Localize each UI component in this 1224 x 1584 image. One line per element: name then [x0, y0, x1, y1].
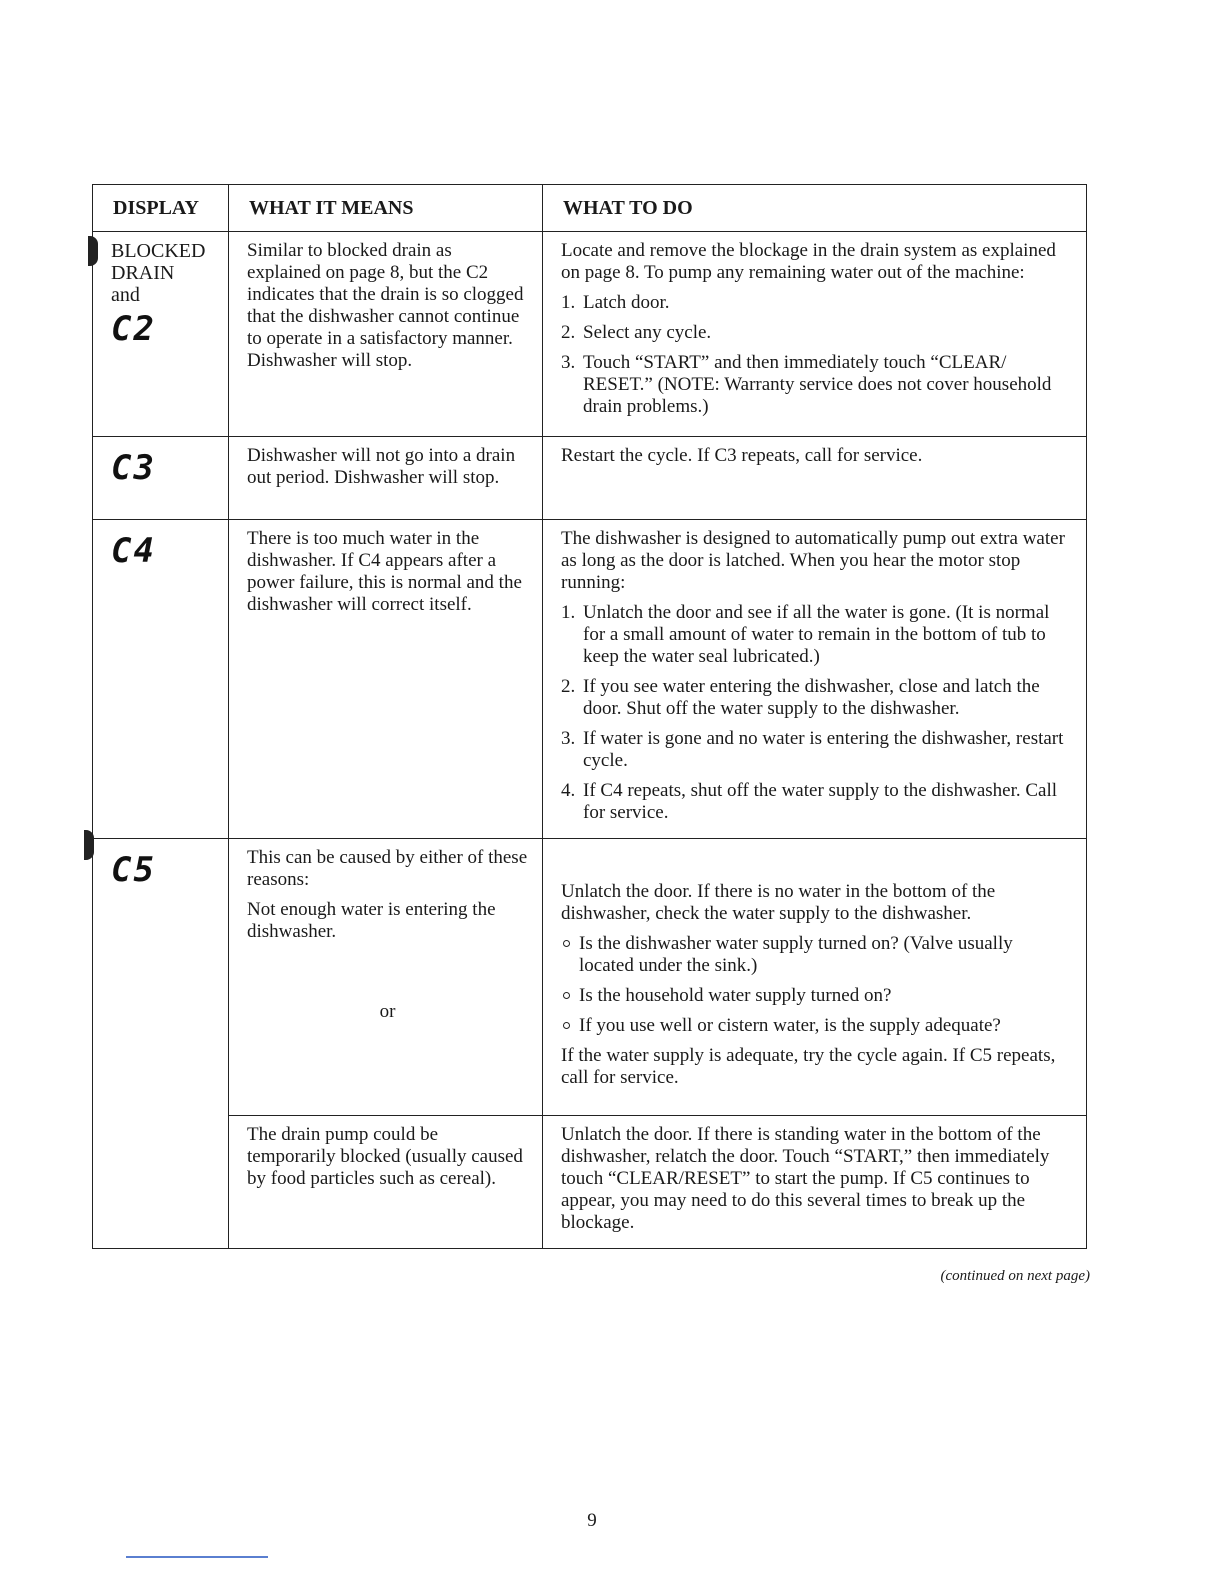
- todo-outro-c5: If the water supply is adequate, try the cycle again. If C5 repeats, call for service.: [561, 1045, 1056, 1088]
- display-cell-c2: [93, 232, 229, 437]
- troubleshooting-table: [92, 184, 1087, 1249]
- todo-intro-c4: The dishwasher is designed to automatically pump out extra water as long as the door is latched. When you hear the motor stop running:: [561, 528, 1065, 593]
- todo-intro-c2: Locate and remove the blockage in the drain system as explained on page 8. To pump any remaining water out of the machine:: [561, 240, 1056, 283]
- means-text-c5-pump: The drain pump could be temporarily blocked (usually caused by food particles such as cereal).: [247, 1124, 523, 1189]
- table-header-row: [93, 185, 1087, 232]
- means-text-c2: Similar to blocked drain as explained on page 8, but the C2 indicates that the drain is so clogged that the dishwasher cannot continue to operate in a satisfactory manner. Dishwasher will stop.: [247, 240, 524, 371]
- display-cell-c4: [93, 520, 229, 839]
- list-item: If you use well or cistern water, is the supply adequate?: [561, 1015, 1072, 1037]
- display-code-c2: C2: [111, 309, 156, 349]
- means-reason-1-c5: Not enough water is entering the dishwasher.: [247, 899, 496, 942]
- table-row-c5: [93, 839, 1087, 1116]
- steps-list-c4: [561, 602, 1072, 824]
- means-cell-c5-pump: [229, 1116, 543, 1249]
- list-item: 2. If you see water entering the dishwasher, close and latch the door. Shut off the water supply to the dishwasher.: [561, 676, 1040, 719]
- display-label-blocked: BLOCKED: [111, 240, 206, 262]
- list-item: 4. If C4 repeats, shut off the water supply to the dishwasher. Call for service.: [561, 780, 1058, 823]
- table-row-c3: [93, 437, 1087, 520]
- todo-cell-c3: [543, 437, 1087, 520]
- table-row-c2: [93, 232, 1087, 437]
- list-item: 1. Unlatch the door and see if all the water is gone. (It is normal for a small amount of water to remain in the bottom of tub to keep the water seal lubricated.): [561, 602, 1050, 667]
- means-cell-c3: [229, 437, 543, 520]
- display-label-and: and: [111, 284, 140, 306]
- means-intro-c5: This can be caused by either of these reasons:: [247, 847, 528, 890]
- display-code-c4: C4: [111, 531, 156, 571]
- todo-cell-c5-pump: [543, 1116, 1087, 1249]
- means-text-c3: Dishwasher will not go into a drain out period. Dishwasher will stop.: [247, 445, 516, 488]
- means-cell-c5: [229, 839, 543, 1116]
- display-code-c5: C5: [111, 850, 156, 890]
- means-cell-c4: [229, 520, 543, 839]
- todo-cell-c4: [543, 520, 1087, 839]
- todo-intro-c5: Unlatch the door. If there is no water in the bottom of the dishwasher, check the water supply to the dishwasher.: [561, 881, 996, 924]
- header-what-to-do: WHAT TO DO: [543, 185, 1087, 232]
- list-item: 3. Touch “START” and then immediately touch “CLEAR/ RESET.” (NOTE: Warranty service does not cover household drain problems.): [561, 352, 1052, 417]
- todo-text-c5-pump: Unlatch the door. If there is standing water in the bottom of the dishwasher, relatch the door. Touch “START,” then immediately touch “CLEAR/RESET” to start the pump. If C5 continues to appear, you may need to do this several times to break up the blockage.: [561, 1124, 1050, 1233]
- display-label-drain: DRAIN: [111, 262, 175, 284]
- header-display: DISPLAY: [93, 185, 229, 232]
- bullets-list-c5: [561, 933, 1072, 1037]
- todo-cell-c2: [543, 232, 1087, 437]
- list-item: Is the dishwasher water supply turned on? (Valve usually located under the sink.): [561, 933, 1072, 977]
- display-code-c3: C3: [111, 448, 156, 488]
- means-cell-c2: [229, 232, 543, 437]
- continued-note: (continued on next page): [940, 1268, 1090, 1284]
- page-number: 9: [587, 1510, 597, 1531]
- list-item: 1. Latch door.: [561, 292, 670, 313]
- table-row-c5-pump: [93, 1116, 1087, 1249]
- steps-list-c2: [561, 292, 1072, 418]
- means-or-c5: or: [379, 1001, 396, 1022]
- list-item: Is the household water supply turned on?: [561, 985, 1072, 1007]
- list-item: 2. Select any cycle.: [561, 322, 712, 343]
- table-row-c4: [93, 520, 1087, 839]
- scan-underline: [126, 1556, 268, 1558]
- list-item: 3. If water is gone and no water is entering the dishwasher, restart cycle.: [561, 728, 1064, 771]
- display-cell-c3: [93, 437, 229, 520]
- todo-cell-c5: [543, 839, 1087, 1116]
- means-text-c4: There is too much water in the dishwasher. If C4 appears after a power failure, this is normal and the dishwasher will correct itself.: [247, 528, 522, 615]
- todo-text-c3: Restart the cycle. If C3 repeats, call for service.: [561, 445, 923, 466]
- display-cell-c5: [93, 839, 229, 1249]
- header-what-it-means: WHAT IT MEANS: [229, 185, 543, 232]
